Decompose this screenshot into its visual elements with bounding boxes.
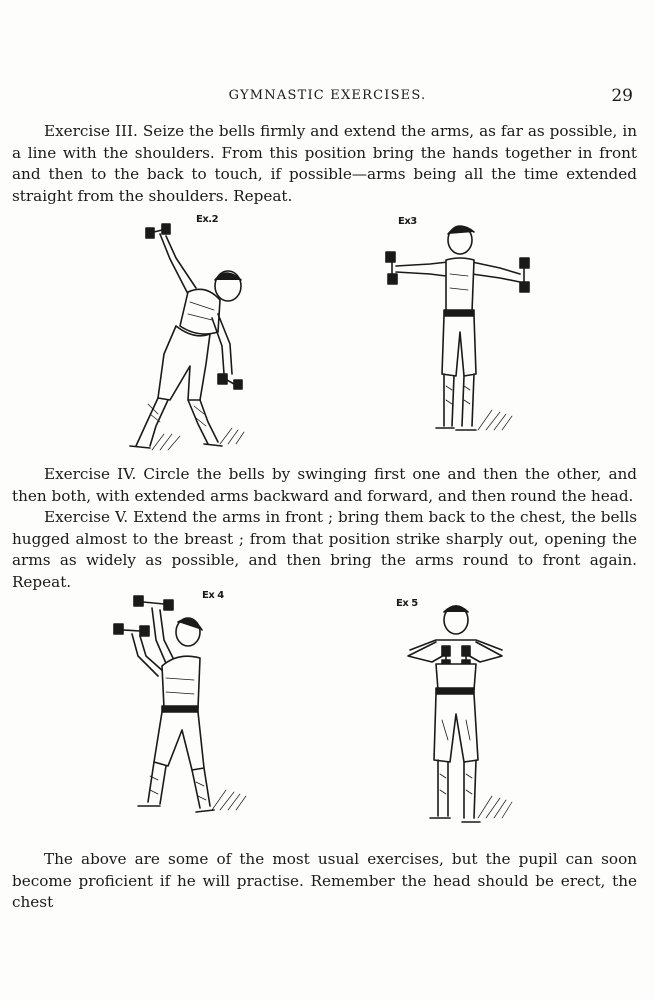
figure-ex3-illustration xyxy=(380,214,540,459)
running-title: GYMNASTIC EXERCISES. xyxy=(228,88,427,103)
figure-ex3-label: Ex3 xyxy=(398,216,417,227)
paragraph-exercise-4: Exercise IV. Circle the bells by swinging first one and then the other, and then both, with extended arms backward and forward, and then round the head. xyxy=(12,465,637,505)
figure-ex2-illustration xyxy=(110,214,270,459)
figure-ex3 xyxy=(380,214,540,459)
figure-ex4-label: Ex 4 xyxy=(202,590,224,601)
figure-ex5-illustration xyxy=(380,590,540,835)
page-number: 29 xyxy=(611,86,633,106)
paragraph-closing: The above are some of the most usual exercises, but the pupil can soon become proficient if he will practise. Remember the head should be erect, the chest xyxy=(12,850,637,911)
figure-ex5 xyxy=(380,590,540,835)
paragraph-exercise-3: Exercise III. Seize the bells firmly and extend the arms, as far as possible, in a line with the shoulders. From this position bring the hands together in front and then to the back to touch, if possible—arms being all the time extended straight from the shoulders. Repeat. xyxy=(12,122,637,205)
figure-ex2-label: Ex.2 xyxy=(196,214,219,225)
figure-ex4 xyxy=(108,590,268,835)
running-head xyxy=(0,88,655,108)
figure-ex5-label: Ex 5 xyxy=(396,598,418,609)
figure-ex2 xyxy=(110,214,270,459)
paragraph-exercise-5: Exercise V. Extend the arms in front ; bring them back to the chest, the bells hugged almost to the breast ; from that position strike sharply out, opening the arms as widely as possible, and then bring the arms round to front again. Repeat. xyxy=(12,508,637,591)
figure-ex4-illustration xyxy=(108,590,268,835)
